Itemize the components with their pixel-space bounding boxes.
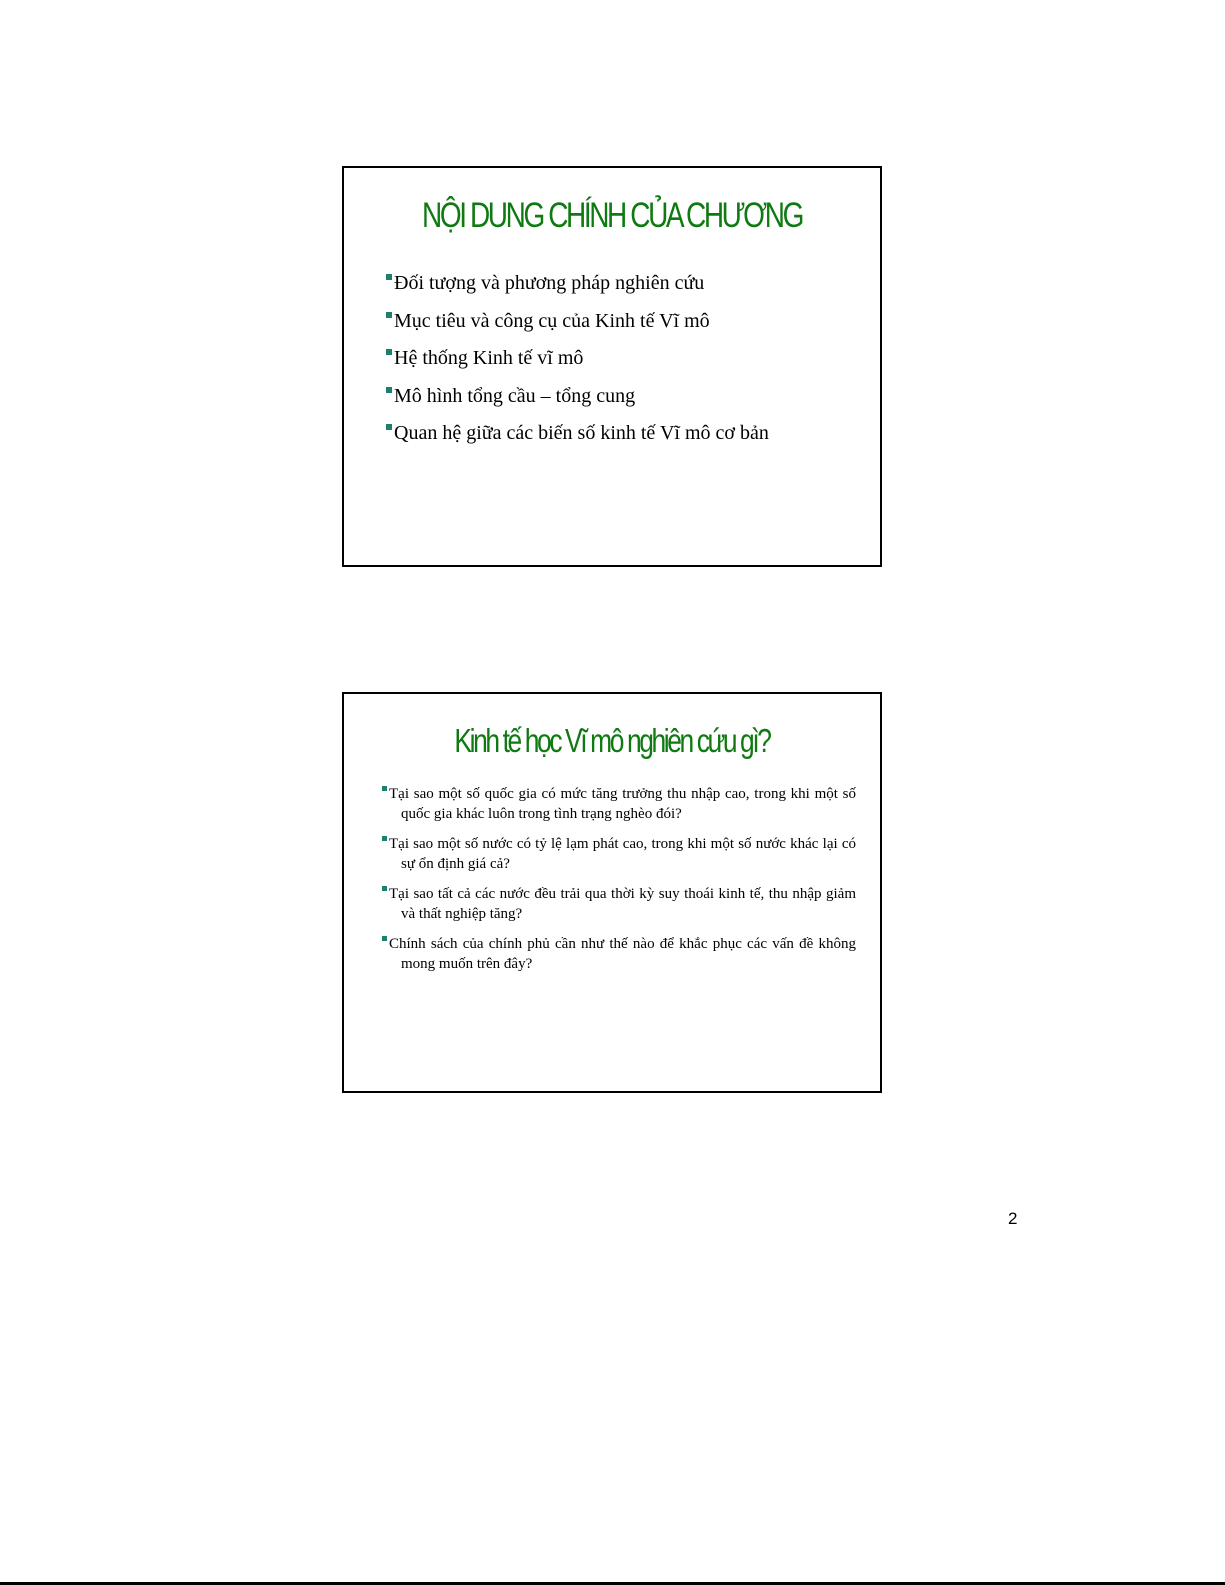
square-bullet-icon xyxy=(386,424,392,430)
list-item-text: Tại sao một số quốc gia có mức tăng trưởng thu nhập cao, trong khi một số quốc gia khác luôn trong tình trạng nghèo đói? xyxy=(389,786,856,822)
bullet-list xyxy=(382,784,856,984)
list-item xyxy=(386,268,856,306)
slide-title: NỘI DUNG CHÍNH CỦA CHƯƠNG xyxy=(422,196,802,235)
slide-title: Kinh tế học Vĩ mô nghiên cứu gì? xyxy=(454,722,770,759)
list-item-text: Mục tiêu và công cụ của Kinh tế Vĩ mô xyxy=(394,309,710,332)
list-item-text: Đối tượng và phương pháp nghiên cứu xyxy=(394,272,705,294)
list-item xyxy=(386,343,856,381)
square-bullet-icon xyxy=(382,936,387,941)
square-bullet-icon xyxy=(386,312,392,318)
list-item-text: Quan hệ giữa các biến số kinh tế Vĩ mô cơ bản xyxy=(394,422,769,444)
slide-macro-questions xyxy=(342,692,882,1093)
list-item xyxy=(386,381,856,419)
list-item-text: Mô hình tổng cầu – tổng cung xyxy=(394,384,636,407)
square-bullet-icon xyxy=(382,886,387,891)
square-bullet-icon xyxy=(386,349,392,355)
list-item-text: Tại sao một số nước có tỷ lệ lạm phát cao, trong khi một số nước khác lại có sự ổn định giá cả? xyxy=(389,836,856,872)
page-number: 2 xyxy=(1008,1209,1018,1228)
square-bullet-icon xyxy=(386,274,392,280)
list-item-text: Hệ thống Kinh tế vĩ mô xyxy=(394,347,584,369)
list-item xyxy=(382,884,856,924)
square-bullet-icon xyxy=(382,786,387,791)
bullet-list xyxy=(386,268,856,456)
list-item xyxy=(386,306,856,344)
list-item xyxy=(382,784,856,824)
square-bullet-icon xyxy=(382,836,387,841)
list-item xyxy=(382,834,856,874)
list-item-text: Chính sách của chính phủ cần như thế nào để khắc phục các vấn đề không mong muốn trên đây? xyxy=(389,936,856,972)
list-item xyxy=(386,418,856,456)
slide-chapter-contents xyxy=(342,166,882,567)
square-bullet-icon xyxy=(386,387,392,393)
list-item-text: Tại sao tất cả các nước đều trải qua thời kỳ suy thoái kinh tế, thu nhập giảm và thất nghiệp tăng? xyxy=(389,886,856,922)
list-item xyxy=(382,934,856,974)
